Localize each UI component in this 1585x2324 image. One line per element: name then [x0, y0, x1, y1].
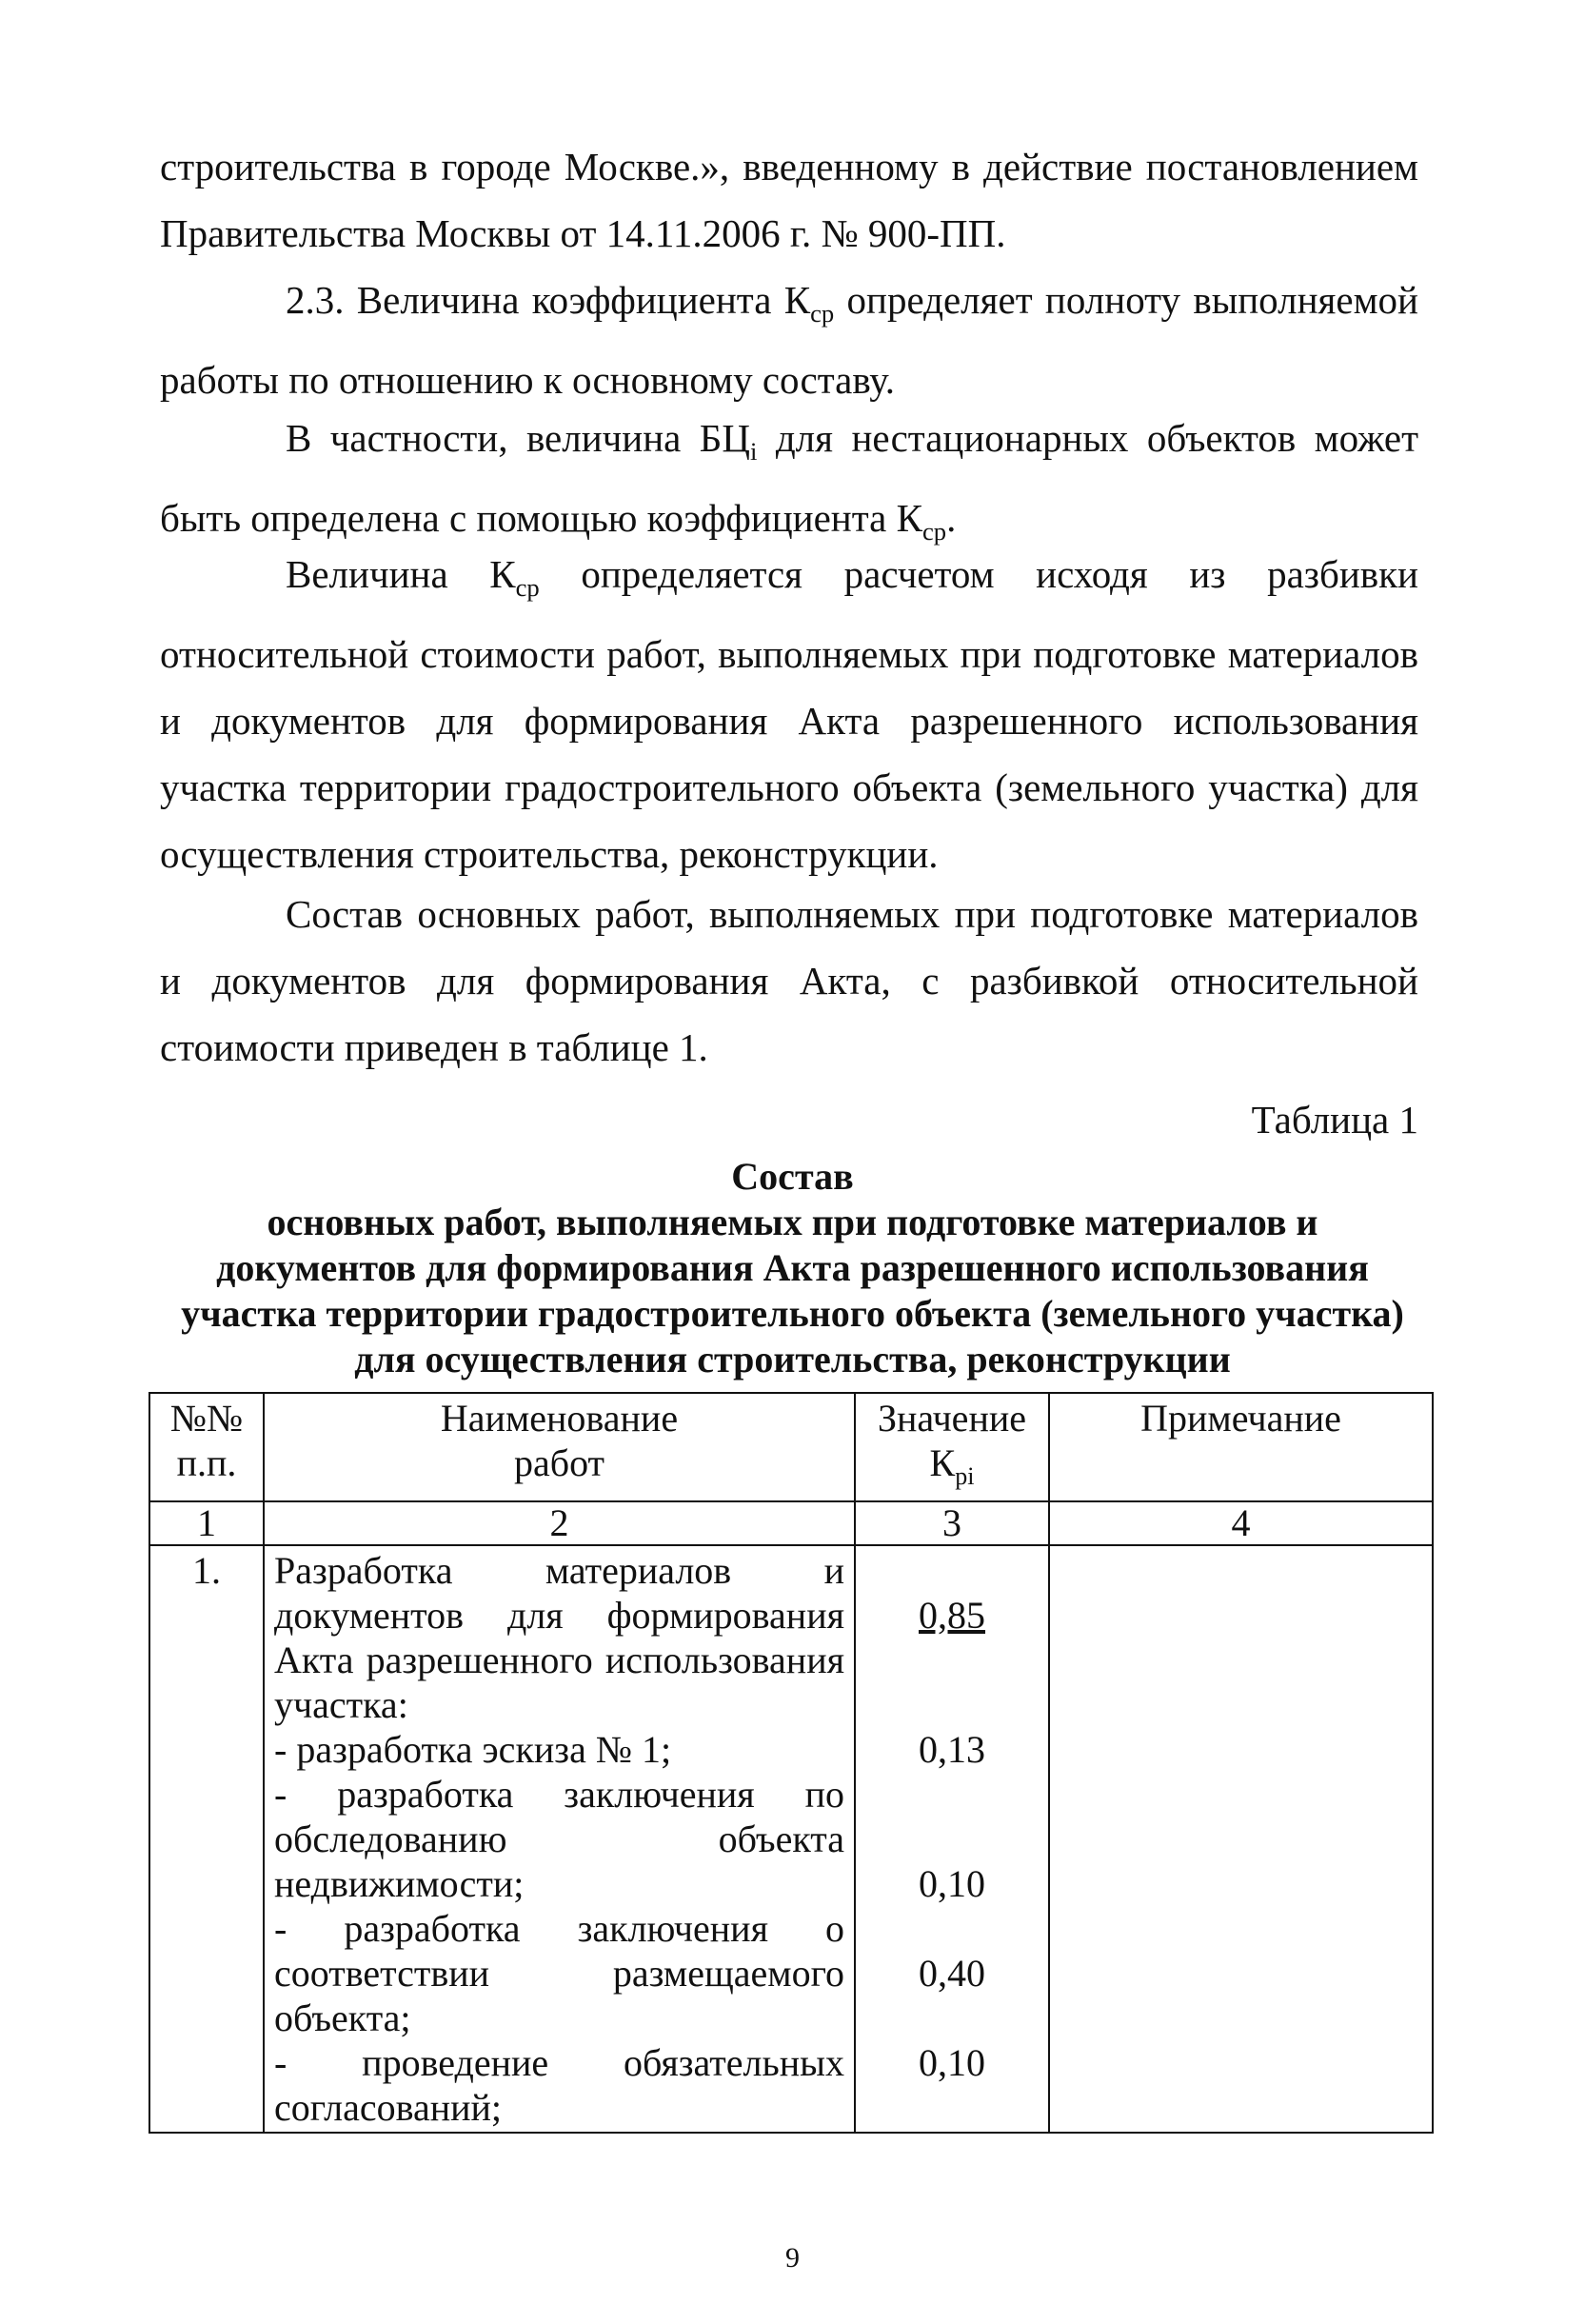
work-item: - разработка заключения о соответствии размещаемого объекта; [274, 1907, 844, 2039]
paragraph-text: определяется расчетом исходя из разбивки относительной стоимости работ, выполняемых при подготовке материалов и документов для формирования Акта разрешенного использования участка территории градостроительного объекта (земельного участка) для осуществления строительства, реконструкции. [160, 552, 1418, 877]
column-number-1: 1 [149, 1501, 264, 1545]
paragraph-text: . [946, 496, 957, 541]
table-title-line2: основных работ, выполняемых при подготовке материалов и документов для формирования Акта разрешенного использования участка территории градостроительного объекта (земельного участка) для осуществления строительства, реконструкции [181, 1201, 1404, 1380]
table-label: Таблица 1 [1251, 1098, 1418, 1142]
paragraph-text: В частности, величина БЦ [286, 416, 750, 460]
works-table [149, 1392, 1434, 2134]
paragraph-composition [160, 881, 1418, 1081]
work-item: - проведение обязательных согласований; [274, 2041, 844, 2129]
work-item: - разработка заключения по обследованию объекта недвижимости; [274, 1773, 844, 1905]
header-value-line2 [865, 1440, 1039, 1499]
paragraph-2-3 [160, 267, 1418, 413]
item-value: 0,10 [919, 2041, 985, 2084]
item-value: 0,40 [919, 1952, 985, 1995]
subscript: ср [921, 517, 947, 546]
paragraph-text: определяет полноту выполняемой работы по отношению к основному составу. [160, 278, 1418, 403]
column-number-3: 3 [855, 1501, 1049, 1545]
header-note [1049, 1393, 1433, 1501]
paragraph-ksr-calculation [160, 541, 1418, 887]
work-intro: Разработка материалов и документов для формирования Акта разрешенного использования участка: [274, 1549, 844, 1726]
column-number-2: 2 [264, 1501, 855, 1545]
work-note [1049, 1545, 1433, 2133]
total-value: 0,85 [919, 1594, 985, 1637]
subscript: ср [810, 299, 835, 328]
header-value [855, 1393, 1049, 1501]
item-value: 0,13 [919, 1728, 985, 1771]
paragraph-continuation [160, 133, 1418, 267]
paragraph-text: 2.3. Величина коэффициента К [286, 278, 811, 322]
page-number: 9 [785, 2242, 800, 2274]
paragraph-text: для нестационарных объектов может быть определена с помощью коэффициента К [160, 416, 1419, 541]
work-values [855, 1545, 1049, 2133]
column-number-4: 4 [1049, 1501, 1433, 1545]
paragraph-text: Состав основных работ, выполняемых при подготовке материалов и документов для формирования Акта, с разбивкой относительной стоимости приведен в таблице 1. [160, 892, 1418, 1069]
header-name [264, 1393, 855, 1501]
header-number [149, 1393, 264, 1501]
header-note-label: Примечание [1140, 1397, 1341, 1440]
work-description [264, 1545, 855, 2133]
subscript: pi [955, 1462, 975, 1490]
table-title [181, 1154, 1404, 1382]
work-item: - разработка эскиза № 1; [274, 1728, 672, 1771]
header-number-line1: №№ [169, 1397, 244, 1440]
header-value-symbol: К [929, 1441, 956, 1484]
header-value-line1: Значение [877, 1397, 1027, 1440]
header-number-line2: п.п. [176, 1441, 237, 1484]
table-header-row [149, 1393, 1433, 1501]
paragraph-text: Величина К [286, 552, 516, 596]
column-number-row [149, 1501, 1433, 1545]
subscript: i [749, 437, 758, 467]
row-number: 1. [149, 1545, 264, 2133]
header-name-line1: Наименование [440, 1397, 679, 1440]
item-value: 0,10 [919, 1862, 985, 1905]
header-name-line2: работ [513, 1441, 605, 1484]
paragraph-text: строительства в городе Москве.», введенному в действие постановлением Правительства Москвы от 14.11.2006 г. № 900-ПП. [160, 145, 1418, 255]
table-row [149, 1545, 1433, 2133]
subscript: ср [515, 573, 540, 603]
table-title-line1: Состав [731, 1155, 854, 1198]
